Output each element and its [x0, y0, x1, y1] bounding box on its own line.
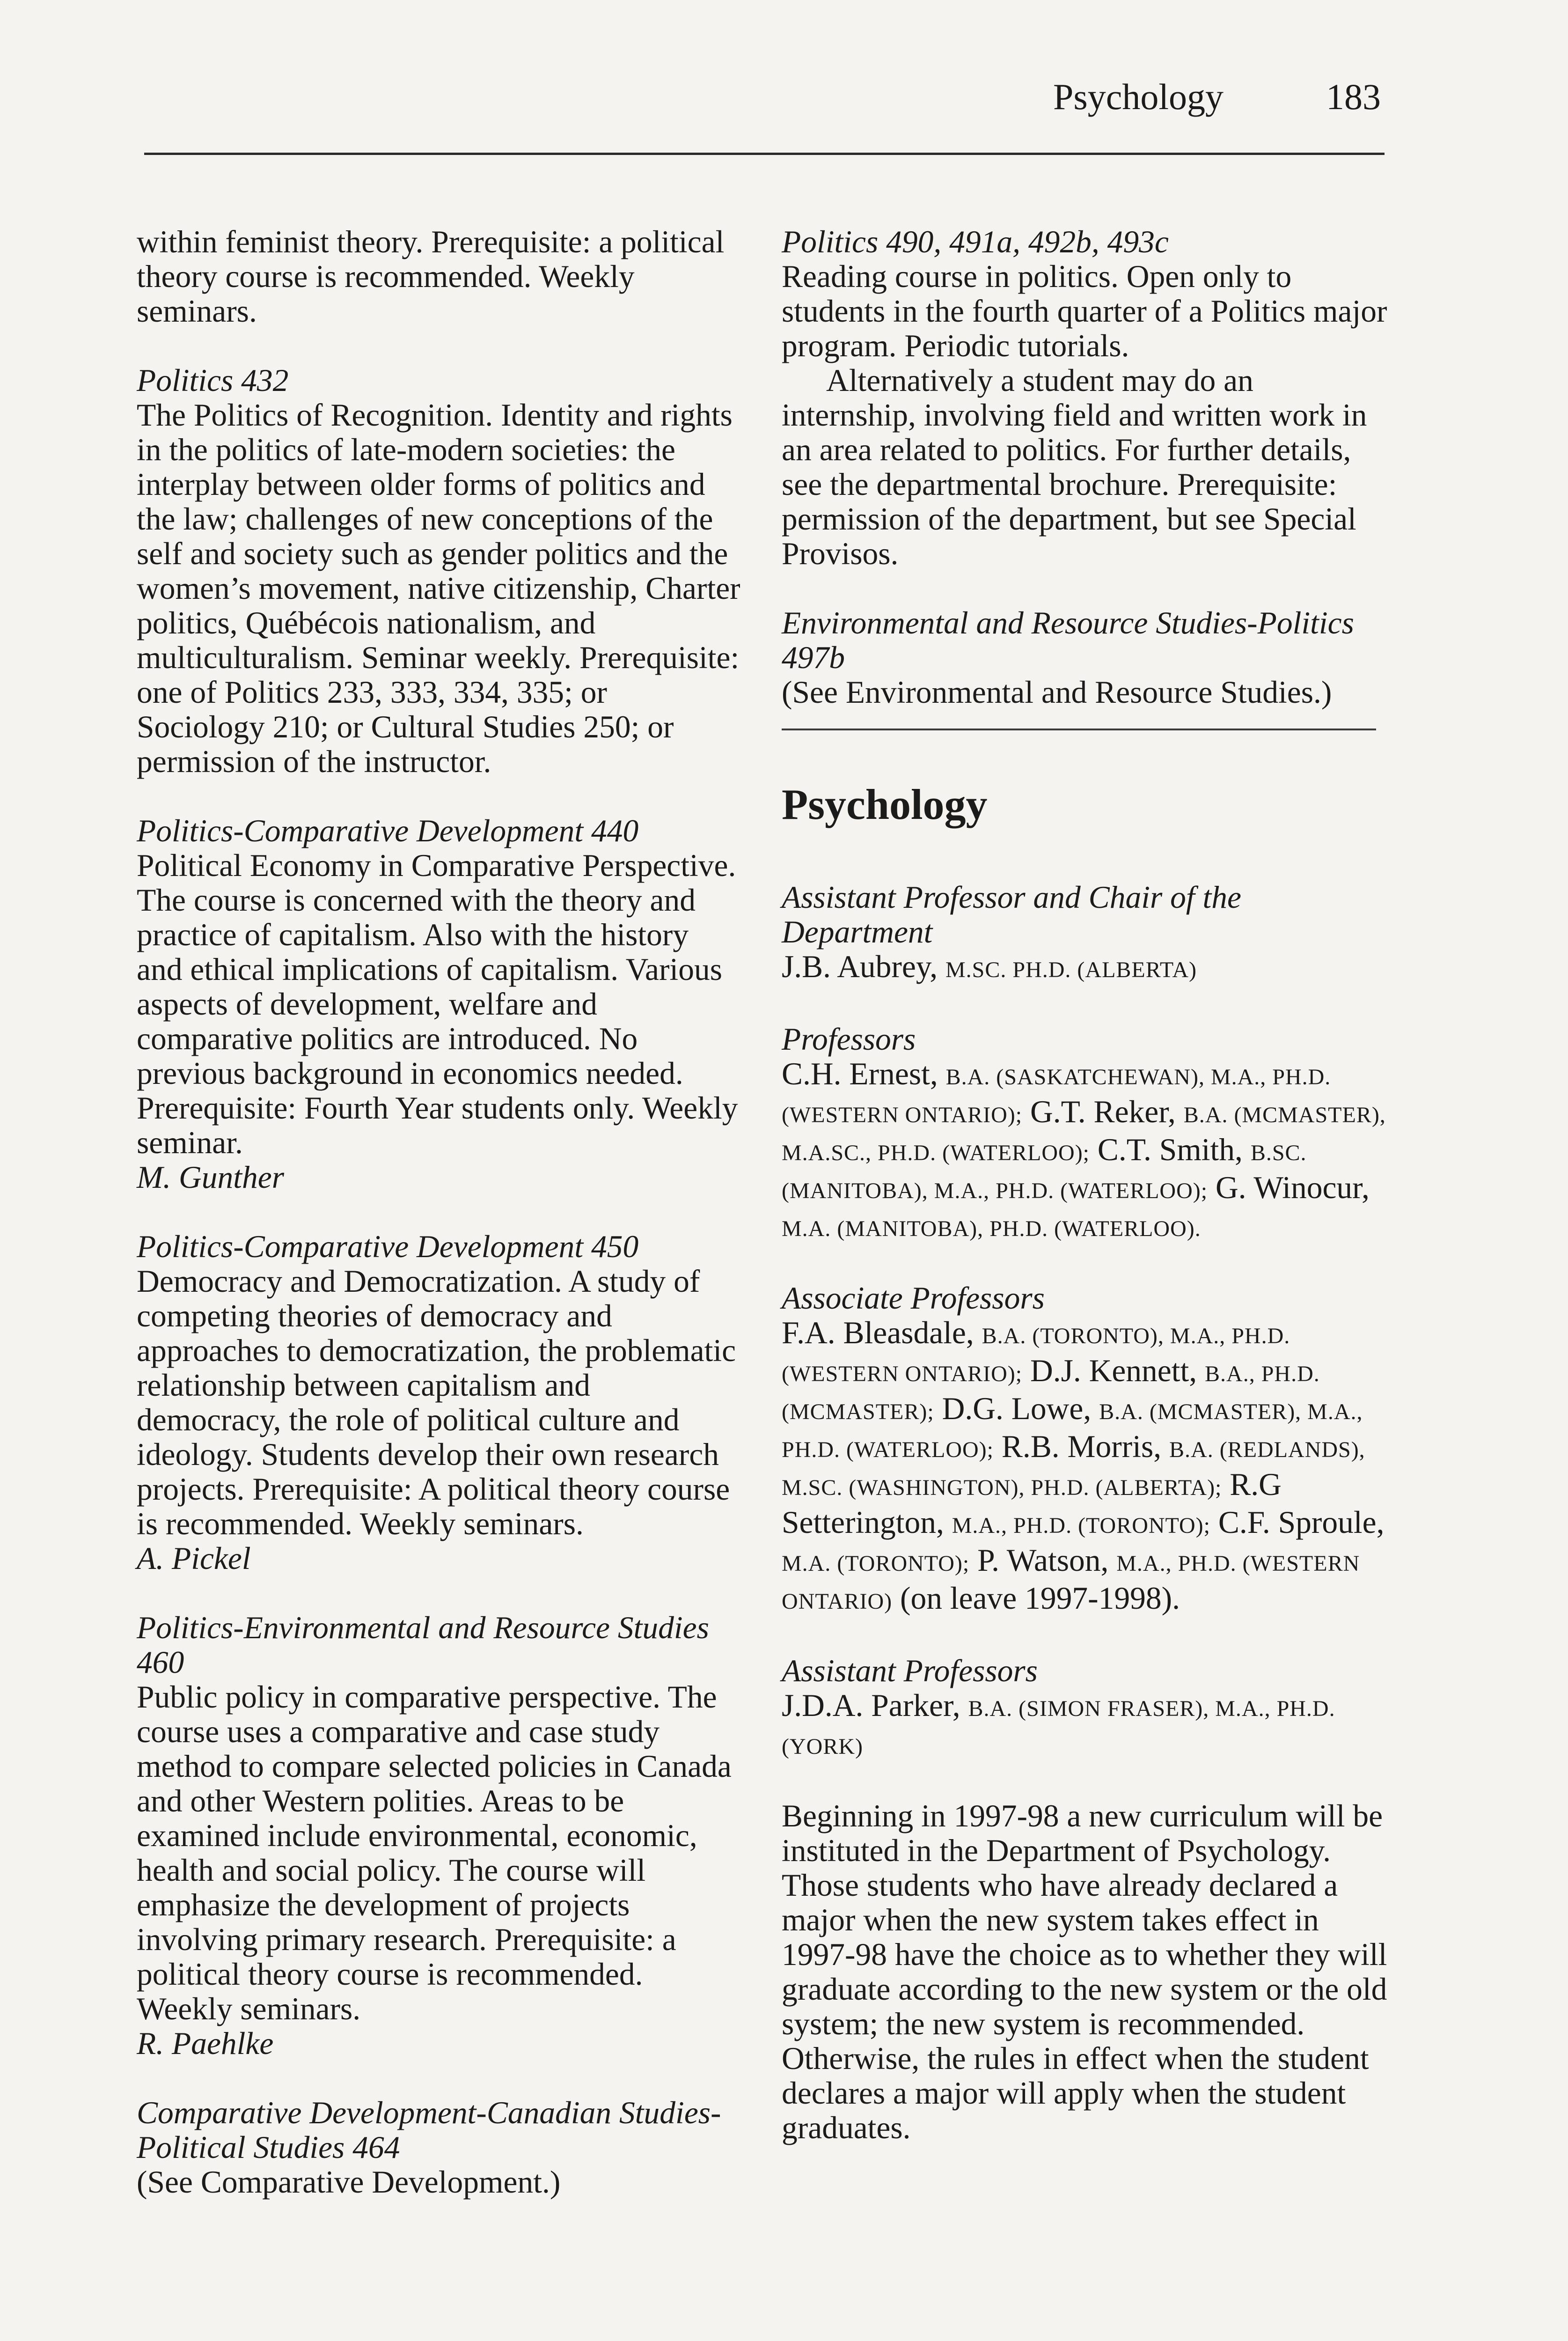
- faculty-name: D.G. Lowe,: [942, 1391, 1099, 1426]
- faculty-name: C.F. Sproule,: [1218, 1505, 1385, 1540]
- continuation-text: within feminist theory. Prerequisite: a political theory course is recommended. Weekly seminars.: [137, 224, 725, 329]
- faculty-name: R.G Setterington,: [782, 1467, 1282, 1540]
- faculty-group: [782, 880, 1395, 987]
- header-rule: [144, 153, 1385, 155]
- course-entry: [137, 814, 740, 1195]
- course-title: Politics-Comparative Development 440: [137, 813, 639, 848]
- course-title: Politics-Environmental and Resource Studies 460: [137, 1610, 709, 1680]
- course-title: Politics 490, 491a, 492b, 493c: [782, 224, 1169, 259]
- faculty-credentials: M.A. (TORONTO);: [782, 1551, 970, 1576]
- faculty-role: Assistant Professors: [782, 1653, 1038, 1688]
- course-instructor: R. Paehlke: [137, 2026, 274, 2061]
- course-entry: [137, 1611, 740, 2061]
- faculty-role: Professors: [782, 1022, 916, 1057]
- faculty-credentials: M.A., PH.D. (WESTERN ONTARIO): [782, 1551, 1360, 1614]
- course-entry: [782, 606, 1395, 710]
- course-description-continued: Alternatively a student may do an internship, involving field and written work in an area related to politics. For further details, see the departmental brochure. Prerequisite: permission of the department, but see Special Provisos.: [782, 363, 1367, 571]
- faculty-members: [782, 1316, 1395, 1619]
- left-column: [137, 225, 740, 2234]
- faculty-name: G.T. Reker,: [1030, 1094, 1184, 1129]
- faculty-credentials: B.A. (SIMON FRASER), M.A., PH.D. (YORK): [782, 1696, 1335, 1759]
- faculty-credentials: B.A. (REDLANDS), M.SC. (WASHINGTON), PH.D. (ALBERTA);: [782, 1437, 1365, 1500]
- faculty-credentials: M.SC. PH.D. (ALBERTA): [945, 957, 1197, 982]
- faculty-group: [782, 1654, 1395, 1764]
- course-description: Political Economy in Comparative Perspective. The course is concerned with the theory and practice of capitalism. Also with the history and ethical implications of capitalism. Various aspects of development, welfare and comparative politics are introduced. No previous background in economics needed. Prerequisite: Fourth Year students only. Weekly seminar.: [137, 848, 738, 1160]
- header-section-title: Psychology: [1053, 76, 1224, 117]
- course-description: Public policy in comparative perspective. The course uses a comparative and case study method to compare selected policies in Canada and other Western polities. Areas to be examined include environmental, economic, health and social policy. The course will emphasize the development of projects involving primary research. Prerequisite: a political theory course is recommended. Weekly seminars.: [137, 1679, 732, 2026]
- faculty-members: [782, 1057, 1395, 1246]
- faculty-credentials: B.A. (SASKATCHEWAN), M.A., PH.D. (WESTERN ONTARIO);: [782, 1065, 1331, 1127]
- faculty-credentials: B.A., PH.D. (MCMASTER);: [782, 1362, 1320, 1424]
- faculty-name: G. Winocur,: [1215, 1170, 1370, 1205]
- faculty-name: R.B. Morris,: [1001, 1429, 1170, 1464]
- faculty-name: J.B. Aubrey,: [782, 949, 945, 984]
- course-title: Environmental and Resource Studies-Politics 497b: [782, 605, 1354, 675]
- section-heading: Psychology: [782, 780, 988, 828]
- faculty-credentials: B.A. (MCMASTER), M.A., PH.D. (WATERLOO);: [782, 1399, 1363, 1462]
- faculty-name: D.J. Kennett,: [1030, 1353, 1205, 1388]
- course-title: Politics 432: [137, 363, 289, 398]
- faculty-role: Associate Professors: [782, 1281, 1045, 1316]
- curriculum-note: Beginning in 1997-98 a new curriculum will be instituted in the Department of Psychology. Those students who have already declared a major when the new system takes effect in 1997-98 have the choice as to whether they will graduate according to the new system or the old system; the new system is recommended. Otherwise, the rules in effect when the student declares a major will apply when the student graduates.: [782, 1798, 1387, 2145]
- faculty-credentials: M.A., PH.D. (TORONTO);: [952, 1513, 1210, 1538]
- right-column: [782, 225, 1395, 2145]
- course-entry: [782, 225, 1395, 571]
- faculty-credentials: B.A. (MCMASTER), M.A.SC., PH.D. (WATERLOO);: [782, 1103, 1386, 1165]
- faculty-group: [782, 1022, 1395, 1246]
- faculty-name: J.D.A. Parker,: [782, 1688, 968, 1723]
- faculty-name: C.T. Smith,: [1097, 1132, 1251, 1167]
- faculty-members: [782, 950, 1395, 987]
- course-instructor: A. Pickel: [137, 1541, 251, 1576]
- faculty-note: (on leave 1997-1998).: [892, 1581, 1180, 1616]
- faculty-credentials: B.A. (TORONTO), M.A., PH.D. (WESTERN ONTARIO);: [782, 1324, 1290, 1386]
- faculty-members: [782, 1688, 1395, 1764]
- faculty-credentials: B.SC. (MANITOBA), M.A., PH.D. (WATERLOO);: [782, 1141, 1307, 1203]
- faculty-role: Assistant Professor and Chair of the Department: [782, 880, 1241, 950]
- section-divider: [782, 729, 1376, 730]
- faculty-group: [782, 1281, 1395, 1619]
- course-description: (See Environmental and Resource Studies.): [782, 675, 1332, 710]
- faculty-list: [782, 880, 1395, 1764]
- course-title: Comparative Development-Canadian Studies-Political Studies 464: [137, 2095, 721, 2165]
- course-description: Democracy and Democratization. A study of competing theories of democracy and approaches to democratization, the problematic relationship between capitalism and democracy, the role of political culture and ideology. Students develop their own research projects. Prerequisite: A political theory course is recommended. Weekly seminars.: [137, 1264, 736, 1541]
- page-header: [1053, 76, 1381, 117]
- course-entry: [137, 1229, 740, 1576]
- faculty-name: P. Watson,: [977, 1543, 1117, 1578]
- faculty-credentials: M.A. (MANITOBA), PH.D. (WATERLOO).: [782, 1216, 1201, 1241]
- course-description: (See Comparative Development.): [137, 2164, 561, 2200]
- faculty-name: F.A. Bleasdale,: [782, 1315, 982, 1350]
- page-number: 183: [1326, 76, 1381, 117]
- course-entry: [137, 363, 740, 779]
- course-description: Reading course in politics. Open only to students in the fourth quarter of a Politics major program. Periodic tutorials.: [782, 259, 1387, 363]
- course-instructor: M. Gunther: [137, 1160, 284, 1195]
- faculty-name: C.H. Ernest,: [782, 1056, 946, 1091]
- course-title: Politics-Comparative Development 450: [137, 1229, 639, 1264]
- course-description: The Politics of Recognition. Identity and rights in the politics of late-modern societies: the interplay between older forms of politics and the law; challenges of new conceptions of the self and society such as gender politics and the women’s movement, native citizenship, Charter politics, Québécois nationalism, and multiculturalism. Seminar weekly. Prerequisite: one of Politics 233, 333, 334, 335; or Sociology 210; or Cultural Studies 250; or permission of the instructor.: [137, 398, 740, 779]
- course-entry: [137, 2096, 740, 2200]
